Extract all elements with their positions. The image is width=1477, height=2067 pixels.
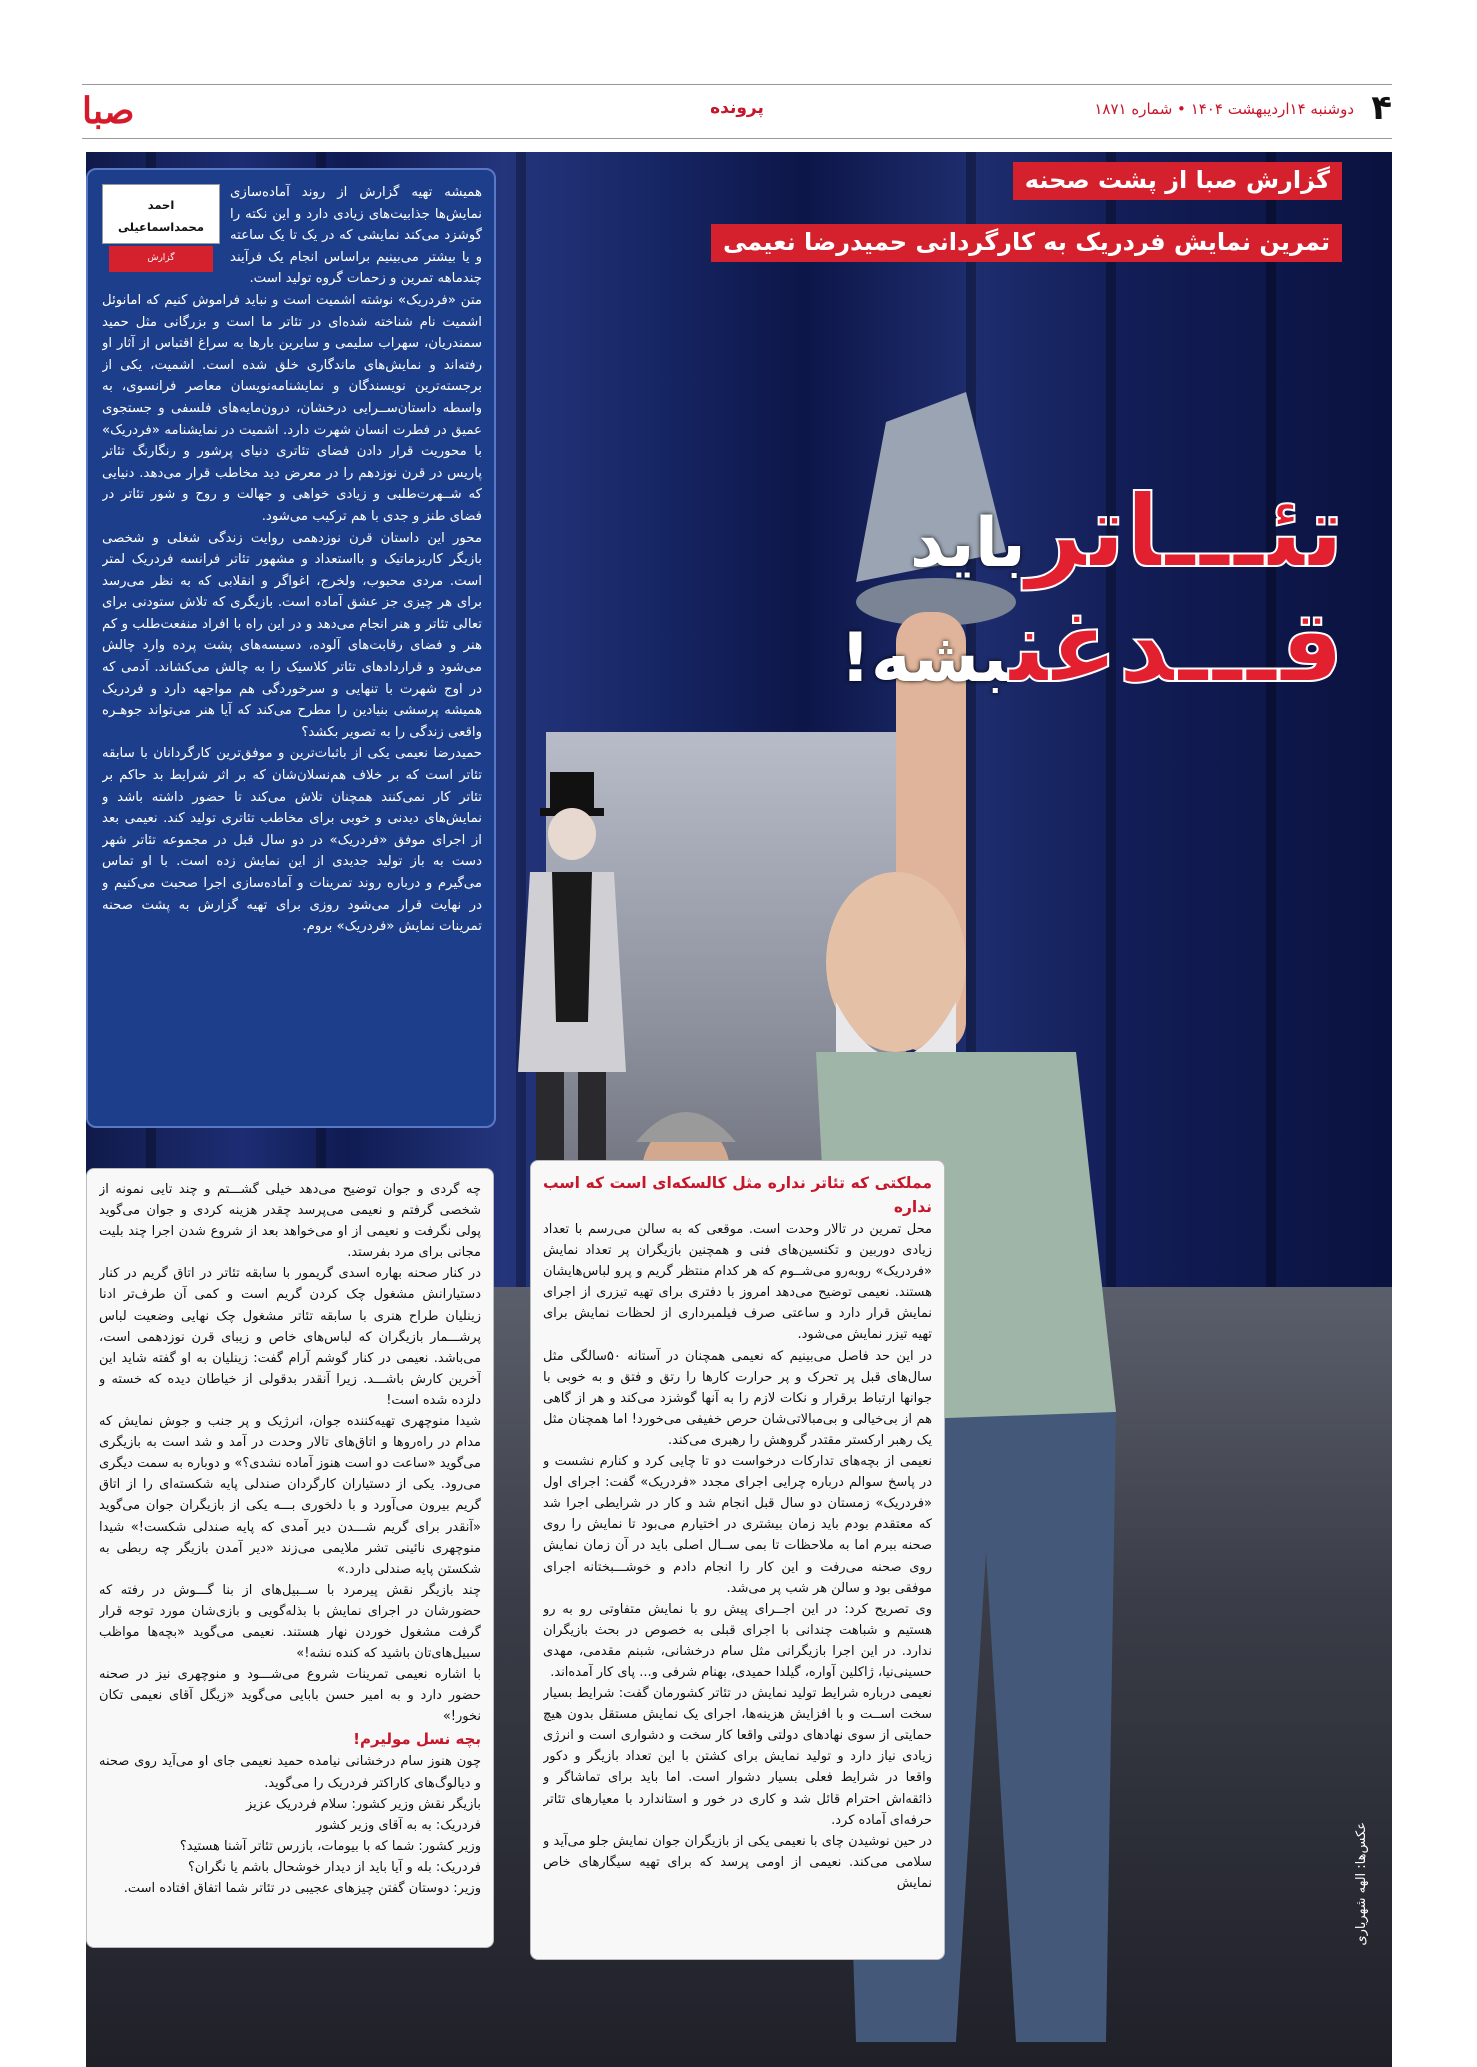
left-paragraph: وزیر: دوستان گفتن چیزهای عجیبی در تئاتر شما اتفاق افتاده است. <box>123 1881 481 1896</box>
headline-kicker: گزارش صبا از پشت صحنه <box>1013 162 1342 200</box>
logo <box>82 90 134 132</box>
headline-word-banned: قـــدغن <box>1009 588 1344 705</box>
headline-subtitle: تمرین نمایش فردریک به کارگردانی حمیدرضا نعیمی <box>711 224 1342 262</box>
middle-column-text <box>543 1171 932 1951</box>
left-paragraph: چون هنوز سام درخشانی نیامده حمید نعیمی جای او می‌آید روی صحنه و دیالوگ‌های کاراکتر فردریک را می‌گوید. <box>99 1754 481 1791</box>
logo-text: صبا <box>82 90 135 132</box>
header-rule <box>82 138 1392 139</box>
author-box <box>102 184 220 264</box>
left-paragraph: با اشاره نعیمی تمرینات شروع می‌شـــود و منوچهری نیز در صحنه حضور دارد و به امیر حسن بابایی می‌گوید «زیگل آقای نعیمی تکان نخور!» <box>99 1667 481 1725</box>
top-rule <box>82 84 1392 85</box>
intro-paragraph: متن «فردریک» نوشته اشمیت است و نباید فراموش کنیم که امانوئل اشمیت نام شناخته شده‌ای در تئاتر ما است و بزرگانی مثل حمید سمندریان، سهراب سلیمی و سایرین بارها به سراغ اقتباس از آثار او رفته‌اند و نمایش‌های ماندگاری خلق شده است. اشمیت، یکی از برجسته‌ترین نویسندگان و نمایشنامه‌نویسان معاصر فرانسوی، به واسطه داستان‌ســرایی درخشان، درون‌مایه‌های فلسفی و جستجوی عمیق در فطرت انسان شهرت دارد. اشمیت در نمایشنامه «فردریک» با محوریت قرار دادن فضای تئاتری دنیای پرشور و رنگارنگ تئاتر پاریس در قرن نوزدهم را در معرض دید مخاطب قرار می‌دهد. دنیایی که شــهرت‌طلبی و زیادی خواهی و جهالت و روح و شور تئاتر در فضای طنز و جدی با هم ترکیب می‌شود. <box>102 292 482 524</box>
photo-credit: عکس‌ها: الهه شهریاری <box>1354 1822 1369 1946</box>
intro-paragraph: حمیدرضا نعیمی یکی از باثبات‌ترین و موفق‌ترین کارگردانان با سابقه تئاتر است که بر خلاف هم‌نسلان‌شان که بر اثر شرایط بد حاکم بر تئاتر کار نمی‌کنند همچنان تلاش می‌کند تا حضور داشته باشد و نمایش‌های دیدنی و خوبی برای مخاطب تئاتری تولید کند. نعیمی بعد از اجرای موفق «فردریک» در دو سال قبل در مجموعه تئاتر شهر دست به باز تولید جدیدی از این نمایش زده است. با او تماس می‌گیرم و درباره روند تمرینات و آماده‌سازی اجرا صحبت می‌کنیم و در نهایت قرار می‌شود روزی برای تهیه گزارش به پشت صحنه تمرینات نمایش «فردریک» بروم. <box>102 746 482 935</box>
author-role: گزارش <box>109 246 213 272</box>
left-paragraph: شیدا منوچهری تهیه‌کننده جوان، انرژیک و پر جنب و جوش نمایش که مدام در راه‌روها و اتاق‌های تالار وحدت در آمد و شد است به بازیگری می‌گوید «ساعت دو است هنوز آماده نشدی؟» و دوباره به سمت دیگری می‌رود. یکی از دستیاران کارگردان صندلی پایه شکسته‌ای را از اتاق گریم بیرون می‌آورد و با دلخوری بـــه یکی از بازیگران جوان می‌گوید «آنقدر برای گریم شـــدن دیر آمدی که پایه صندلی شکست!» شیدا منوچهری نائینی تشر ملایمی می‌زند «دیر آمدن بازیگر چه ربطی به شکستن پایه صندلی دارد.» <box>99 1414 481 1577</box>
middle-paragraph: وی تصریح کرد: در این اجــرای پیش رو با نمایش متفاوتی رو به رو هستیم و شباهت چندانی با اجرای قبلی به خصوص در بحث بازیگران ندارد. در این اجرا بازیگرانی مثل سام درخشانی، شبنم مقدمی، مهدی حسینی‌نیا، ژاکلین آواره، گیلدا حمیدی، بهنام شرفی و... پای کار آمده‌اند. <box>543 1601 932 1680</box>
left-paragraph: فردریک: بله و آیا باید از دیدار خوشحال باشم یا نگران؟ <box>188 1859 481 1875</box>
middle-column-box <box>530 1160 945 1960</box>
left-paragraph: چه گردی و جوان توضیح می‌دهد خیلی گشـــتم و چند تایی نمونه از شخصی گرفتم و نعیمی می‌پرسد چقدر هزینه کردی و جوان می‌گوید پولی نگرفت و نعیمی از او می‌خواهد بعد از شروع شدن اجرا چند بلیت مجانی برای مرد بفرستد. <box>99 1182 481 1261</box>
middle-subhead: مملکتی که تئاتر نداره مثل کالسکه‌ای است که اسب نداره <box>543 1174 932 1216</box>
intro-text <box>102 182 482 1116</box>
middle-paragraph: در این حد فاصل می‌بینیم که نعیمی همچنان در آستانه ۵۰سالگی مثل سال‌های قبل پر تحرک و پر حرارت کارها را رتق و فتق و به خوبی با جوانها ارتباط برقرار و نکات لازم را به آنها گوشزد می‌کند و هر از گاهی هم از بی‌خیالی و بی‌مبالاتی‌شان حرص خفیفی می‌خورد! اما همچنان مثل یک رهبر ارکستر مقتدر گروهش را رهبری می‌کند. <box>543 1348 932 1448</box>
left-column-box <box>86 1168 494 1948</box>
middle-paragraph: محل تمرین در تالار وحدت است. موقعی که به سالن می‌رسم با تعداد زیادی دوربین و تکنسین‌های فنی و همچنین بازیگران پر تعداد نمایش «فردریک» روبه‌رو می‌شــوم که هر کدام منتظر گریم و پرو لباس‌هایشان هستند. نعیمی توضیح می‌دهد امروز با دفتری برای تهیه تیزری از اجرای نمایش قرار دارد و ساعتی صرف فیلمبرداری از لحظات نمایش برای تهیه تیزر نمایش می‌شود. <box>543 1222 932 1343</box>
page-number: ۴ <box>1371 88 1392 128</box>
big-headline-line-2 <box>839 588 1344 714</box>
page-header <box>82 88 1392 134</box>
intro-paragraph: محور این داستان قرن نوزدهمی روایت زندگی شغلی و شخصی بازیگر کاریزماتیک و بااستعداد و مشهور تئاتر فرانسه فردریک لمتر است. مردی محبوب، ولخرج، اغواگر و انقلابی که به نظر می‌رسد برای هر چیزی جز عشق آماده است. بازیگری که تلاش ستودنی برای تعالی تئاتر و هنر انجام می‌دهد و در این راه با افراد منفعت‌طلب و کم هنر و فضای رقابت‌های آلوده، دسیسه‌های پشت پرده وارد چالش می‌شود و قراردادهای تئاتر کلاسیک را به چالش می‌کشاند. آدمی که در اوج شهرت با تنهایی و سرخوردگی هم مواجهه دارد و فردریک همیشه پرسشی بنیادین را مطرح می‌کند که آیا هنر می‌تواند جوهـره واقعی زندگی را به تصویر بکشد؟ <box>102 530 482 740</box>
intro-paragraph: همیشه تهیه گزارش از روند آماده‌سازی نمایش‌ها جذابیت‌های زیادی دارد و این نکته را گوشزد می‌کند نمایشی که در یک تا یک ساعته و یا بیشتر می‌بینیم براساس انجام یک فرآیند چندماهه تمرین و زحمات گروه تولید است. <box>230 185 482 287</box>
headline-word-theatre: تئـــاتر <box>1025 473 1344 590</box>
left-paragraph: در کنار صحنه بهاره اسدی گریمور با سابقه تئاتر در اتاق گریم در کنار دستیارانش مشغول چک کردن گریم است و کمی آن طرف‌تر ادنا زینلیان طراح هنری با سابقه تئاتر مشغول چک نهایی وضعیت لباس پرشـــمار بازیگران که لباس‌های خاص و زیبای قرن نوزدهمی است، می‌باشد. نعیمی در کنار گوشم آرام گفت: زینلیان به او گفته شاید این آخرین کارش باشـــد. زیرا آنقدر بدقولی از خیاطان دیده که خسته و دلزده شده است! <box>99 1266 481 1408</box>
issue-date: دوشنبه ۱۴اردیبهشت ۱۴۰۴ • شماره ۱۸۷۱ <box>1094 100 1354 118</box>
section-title: پرونده <box>710 98 764 118</box>
middle-paragraph: نعیمی درباره شرایط تولید نمایش در تئاتر کشورمان گفت: شرایط بسیار سخت اســت و با افزایش هزینه‌ها، اجرای یک نمایش مستقل بدون هیچ حمایتی از سوی نهادهای دولتی واقعا کار سخت و دشواری است و انرژی زیادی نیاز دارد و تولید نمایش برای کشتن با این تعداد بازیگر و دکور واقعا در شرایط فعلی بسیار دشوار است. اما باید برای تماشاگر و ذائقه‌اش احترام قائل شد و کاری در خور و استاندارد با معیارهای تئاتر حرفه‌ای آماده کرد. <box>543 1686 932 1828</box>
intro-box <box>86 168 496 1128</box>
left-column-text <box>99 1179 481 1939</box>
middle-paragraph: در حین نوشیدن چای با نعیمی یکی از بازیگران جوان نمایش جلو می‌آید و سلامی می‌کند. نعیمی از اومی پرسد که برای تهیه سیگارهای خاص نمایش <box>543 1833 932 1891</box>
headline-word-must: باید <box>909 504 1026 583</box>
author-name: احمد محمداسماعیلی <box>118 198 204 234</box>
left-paragraph: چند بازیگر نقش پیرمرد با ســبیل‌های از بنا گـــوش در رفته که حضورشان در اجرای نمایش با بذله‌گویی و بازی‌شان مورد توجه قرار گرفت مشغول خوردن نهار هستند. نعیمی می‌گوید «بچه‌ها مواظب سبیل‌های‌تان باشید که کنده نشه!» <box>99 1582 481 1662</box>
left-subhead: بچه نسل مولیرم! <box>353 1730 481 1749</box>
big-headline-line-1 <box>909 473 1344 599</box>
headline-word-become: بشه! <box>839 619 1010 698</box>
middle-paragraph: نعیمی از بچه‌های تدارکات درخواست دو تا چایی کرد و کنارم نشست و در پاسخ سوالم درباره چرایی اجرای مجدد «فردریک» گفت: اجرای اول «فردریک» زمستان دو سال قبل انجام شد و کار در شرایطی اجرا شد که معتقدم بودم باید زمان بیشتری در اختیارم می‌بود تا نمایش را روی صحنه ببرم اما به ملاحظات تا بمی ســال اصلی باید در آن زمان نمایش روی صحنه می‌رفت و این کار را انجام دادم و خوشـــبختانه اجرای موفقی بود و سالن هر شب پر می‌شد. <box>543 1454 932 1596</box>
left-paragraph: فردریک: به به آقای وزیر کشور <box>315 1817 481 1833</box>
left-paragraph: بازیگر نقش وزیر کشور: سلام فردریک عزیز <box>245 1796 481 1812</box>
left-paragraph: وزیر کشور: شما که با بیومات، بازرس تئاتر آشنا هستید؟ <box>179 1838 481 1854</box>
